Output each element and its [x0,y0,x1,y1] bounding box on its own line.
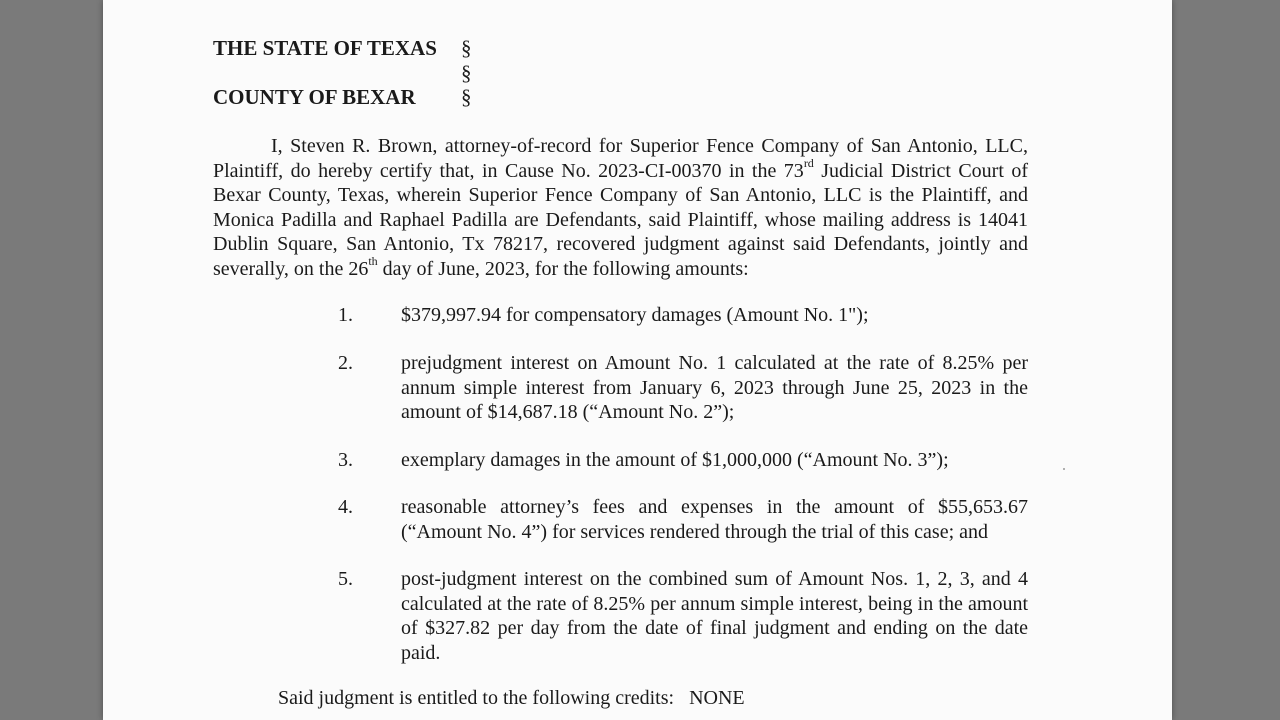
section-symbol: § [461,85,472,109]
credits-label: Said judgment is entitled to the following credits: [278,687,675,709]
amount-item [338,495,1028,544]
speck-mark [1063,468,1065,470]
item-text: prejudgment interest on Amount No. 1 calculated at the rate of 8.25% per annum simple interest from January 6, 2023 through June 25, 2023 in the amount of $14,687.18 (“Amount No. 2”); [401,352,1028,423]
item-number: 4. [338,496,353,518]
item-text: exemplary damages in the amount of $1,000,000 (“Amount No. 3”); [401,449,949,471]
item-text: $379,997.94 for compensatory damages (Amount No. 1"); [401,304,869,326]
cert-text-3: day of June, 2023, for the following amounts: [377,257,749,280]
item-number: 5. [338,568,353,590]
item-text: reasonable attorney’s fees and expenses in the amount of $55,653.67 (“Amount No. 4”) for services rendered through the trial of this case; and [401,496,1028,543]
credits-line [278,686,745,711]
county-heading: COUNTY OF BEXAR [213,85,416,109]
cert-sup-2: th [368,253,378,268]
document-page [103,0,1172,720]
amount-item [338,303,1028,328]
certification-paragraph [213,134,1028,281]
item-number: 2. [338,352,353,374]
item-number: 1. [338,304,353,326]
amount-item [338,448,1028,473]
state-heading: THE STATE OF TEXAS [213,36,437,60]
amount-item [338,351,1028,425]
cert-text-2: Judicial District Court of Bexar County, Texas, wherein Superior Fence Company of San Antonio, LLC is the Plaintiff, and Monica Padilla and Raphael Padilla are Defendants, said Plaintiff, whose mailing address is 14041 Dublin Square, San Antonio, Tx 78217, recovered judgment against said Defendants, jointly and severally, on the 26 [213,159,1028,280]
item-text: post-judgment interest on the combined sum of Amount Nos. 1, 2, 3, and 4 calculated at the rate of 8.25% per annum simple interest, being in the amount of $327.82 per day from the date of final judgment and ending on the date paid. [401,568,1028,664]
section-symbol: § [461,60,472,85]
cert-text-1: I, Steven R. Brown, attorney-of-record for Superior Fence Company of San Antonio, LLC, Plaintiff, do hereby certify that, in Cause No. 2023-CI-00370 in the 73 [213,135,1028,182]
amount-item [338,567,1028,665]
section-symbol: § [461,36,472,60]
cert-sup-1: rd [803,155,814,170]
credits-value: NONE [689,687,745,709]
item-number: 3. [338,449,353,471]
